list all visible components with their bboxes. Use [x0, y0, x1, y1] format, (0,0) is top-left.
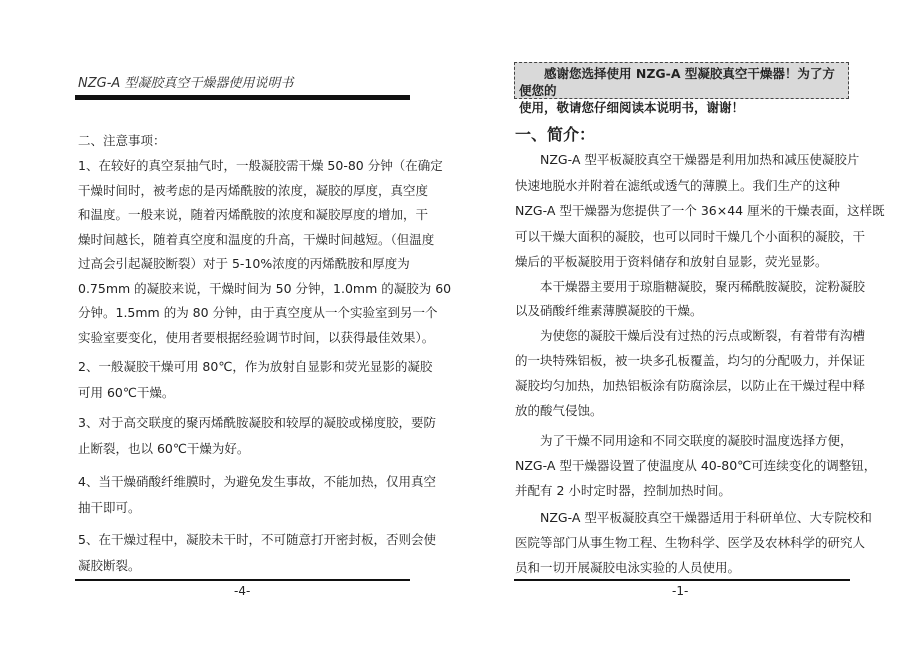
notice-line: 感谢您选择使用 NZG-A 型凝胶真空干燥器！为了方便您的 [519, 66, 835, 98]
footer-rule [75, 579, 410, 581]
text-line: 0.75mm 的凝胶来说，干燥时间为 50 分钟，1.0mm 的凝胶为 60 [78, 280, 452, 296]
text-line: NZG-A 型干燥器为您提供了一个 36×44 厘米的干燥表面，这样既 [515, 203, 885, 218]
section-title: 一、简介： [515, 125, 596, 144]
text-line: 1、在较好的真空泵抽气时，一般凝胶需干燥 50-80 分钟（在确定 [78, 158, 443, 173]
header-rule [75, 95, 410, 100]
text-line: 本干燥器主要用于琼脂糖凝胶，聚丙稀酰胺凝胶，淀粉凝胶 [515, 279, 866, 294]
text-line: 干燥时间时，被考虑的是丙烯酰胺的浓度，凝胶的厚度，真空度 [78, 182, 429, 198]
text-line: 3、对于高交联度的聚丙烯酰胺凝胶和较厚的凝胶或梯度胶，要防 [78, 415, 436, 430]
text-line: 2、一般凝胶干燥可用 80℃，作为放射自显影和荧光显影的凝胶 [78, 359, 433, 374]
section-title: 二、注意事项： [78, 133, 166, 148]
text-line: 放的酸气侵蚀。 [515, 403, 603, 418]
text-line: 以及硝酸纤维素薄膜凝胶的干燥。 [515, 303, 703, 318]
text-line: NZG-A 型干燥器设置了使温度从 40-80℃可连续变化的调整钮， [515, 458, 877, 473]
text-line: 抽干即可。 [78, 500, 141, 515]
text-line: NZG-A 型平板凝胶真空干燥器适用于科研单位、大专院校和 [515, 510, 872, 525]
text-line: 为使您的凝胶干燥后没有过热的污点或断裂，有着带有沟槽 [515, 328, 866, 343]
notice-box [514, 62, 849, 115]
text-line: 为了干燥不同用途和不同交联度的凝胶时温度选择方便， [515, 433, 853, 448]
text-line: 并配有 2 小时定时器，控制加热时间。 [515, 483, 731, 498]
document-header: NZG-A 型凝胶真空干燥器使用说明书 [78, 76, 294, 91]
text-line: NZG-A 型平板凝胶真空干燥器是利用加热和减压使凝胶片 [515, 152, 860, 167]
text-line: 燥后的平板凝胶用于资料储存和放射自显影，荧光显影。 [515, 254, 828, 269]
page-number: -1- [672, 584, 689, 598]
footer-rule [514, 579, 850, 581]
text-line: 快速地脱水并附着在滤纸或透气的薄膜上。我们生产的这种 [515, 177, 841, 193]
text-line: 5、在干燥过程中，凝胶未干时，不可随意打开密封板，否则会使 [78, 532, 436, 547]
text-line: 燥时间越长，随着真空度和温度的升高，干燥时间越短。（但温度 [78, 231, 435, 247]
page-number: -4- [234, 584, 251, 598]
text-line: 止断裂，也以 60℃干燥为好。 [78, 441, 250, 456]
text-line: 分钟。1.5mm 的为 80 分钟，由于真空度从一个实验室到另一个 [78, 305, 438, 320]
text-line: 医院等部门从事生物工程、生物科学、医学及农林科学的研究人 [515, 535, 866, 550]
text-line: 和温度。一般来说，随着丙烯酰胺的浓度和凝胶厚度的增加，干 [78, 207, 429, 222]
text-line: 凝胶断裂。 [78, 558, 141, 573]
text-line: 的一块特殊铝板，被一块多孔板覆盖，均匀的分配吸力，并保证 [515, 353, 866, 368]
notice-line: 使用，敬请您仔细阅读本说明书，谢谢！ [519, 100, 745, 115]
text-line: 实验室要变化，使用者要根据经验调节时间，以获得最佳效果）。 [78, 329, 435, 345]
text-line: 凝胶均匀加热，加热铝板涂有防腐涂层，以防止在干燥过程中释 [515, 378, 866, 393]
text-line: 过高会引起凝胶断裂）对于 5-10%浓度的丙烯酰胺和厚度为 [78, 256, 410, 271]
text-line: 可用 60℃干燥。 [78, 385, 175, 400]
text-line: 4、当干燥硝酸纤维膜时，为避免发生事故，不能加热，仅用真空 [78, 474, 436, 489]
text-line: 可以干燥大面积的凝胶，也可以同时干燥几个小面积的凝胶，干 [515, 228, 866, 244]
text-line: 员和一切开展凝胶电泳实验的人员使用。 [515, 560, 741, 575]
